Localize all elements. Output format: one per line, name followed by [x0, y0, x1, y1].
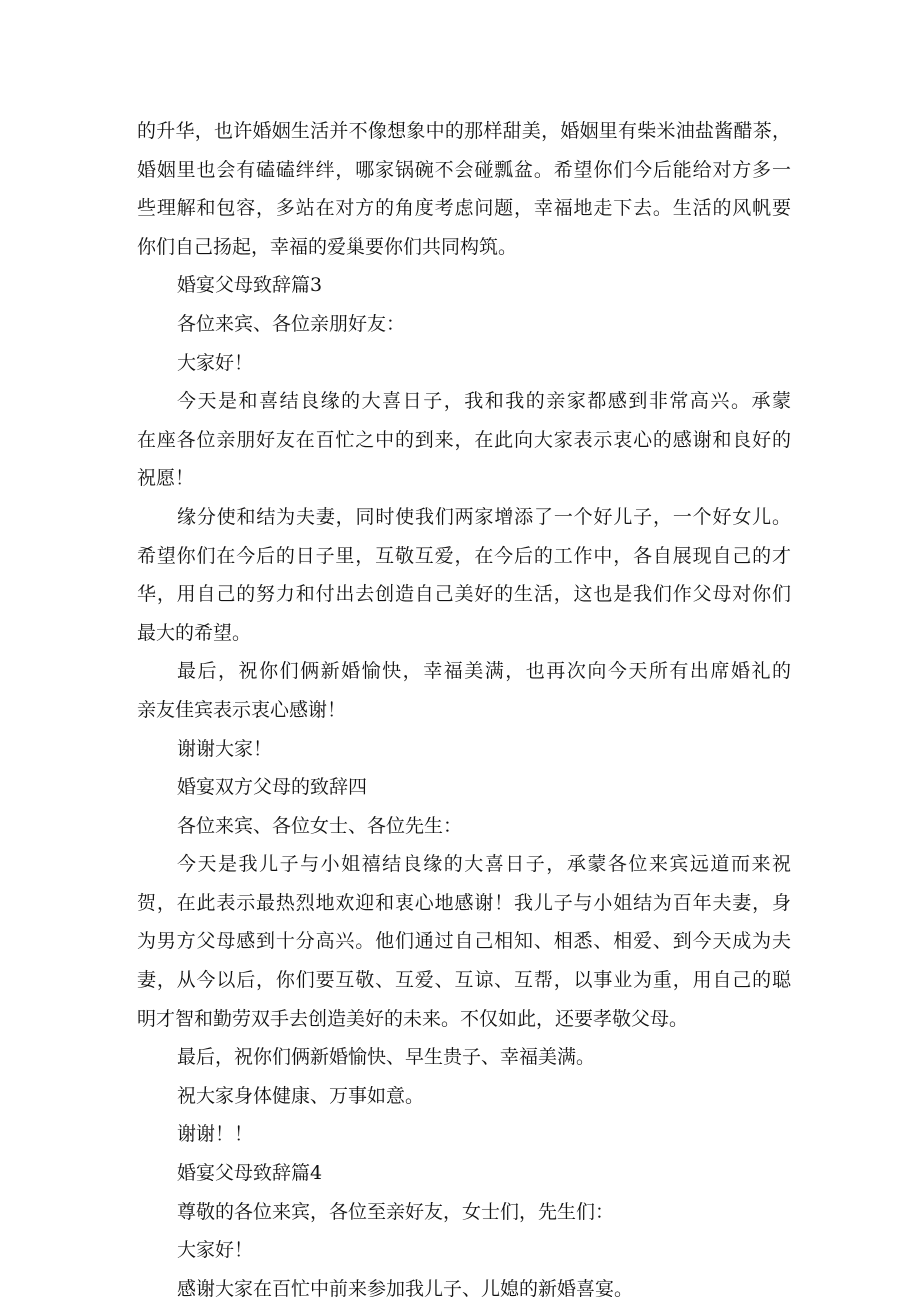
greeting: 大家好！	[177, 1239, 254, 1262]
paragraph-line: 最大的希望。	[137, 621, 252, 644]
paragraph-line: 感谢大家在百忙中前来参加我儿子、儿媳的新婚喜宴。	[177, 1277, 634, 1300]
closing-thanks: 谢谢大家！	[177, 737, 273, 760]
paragraph-line: 希望你们在今后的日子里，互敬互爱，在今后的工作中，各自展现自己的才	[137, 544, 791, 567]
salutation: 各位来宾、各位女士、各位先生：	[177, 814, 463, 837]
greeting: 大家好！	[177, 351, 254, 374]
paragraph-line: 今天是和喜结良缘的大喜日子，我和我的亲家都感到非常高兴。承蒙	[177, 390, 791, 413]
section-heading: 婚宴父母致辞篇4	[177, 1162, 323, 1185]
paragraph-line: 的升华，也许婚姻生活并不像想象中的那样甜美，婚姻里有柴米油盐酱醋茶，	[137, 120, 791, 142]
paragraph-line: 妻，从今以后，你们要互敬、互爱、互谅、互帮，以事业为重，用自己的聪	[137, 969, 791, 992]
paragraph-line: 你们自己扬起，幸福的爱巢要你们共同构筑。	[137, 235, 518, 258]
salutation: 各位来宾、各位亲朋好友：	[177, 312, 406, 335]
paragraph-line: 些理解和包容，多站在对方的角度考虑问题，幸福地走下去。生活的风帆要	[137, 197, 791, 220]
paragraph-line: 贺，在此表示最热烈地欢迎和衷心地感谢！我儿子与小姐结为百年夫妻，身	[137, 891, 791, 914]
section-heading: 婚宴双方父母的致辞四	[177, 776, 368, 799]
paragraph-line: 缘分使和结为夫妻，同时使我们两家增添了一个好儿子，一个好女儿。	[177, 505, 791, 528]
paragraph-line: 婚姻里也会有磕磕绊绊，哪家锅碗不会碰瓢盆。希望你们今后能给对方多一	[137, 158, 791, 181]
document-body	[137, 112, 791, 1308]
paragraph-line: 为男方父母感到十分高兴。他们通过自己相知、相悉、相爱、到今天成为夫	[137, 930, 791, 953]
paragraph-line: 祝愿！	[137, 467, 195, 490]
paragraph-line: 最后，祝你们俩新婚愉快，幸福美满，也再次向今天所有出席婚礼的	[177, 660, 791, 683]
closing-thanks: 谢谢！！	[177, 1123, 254, 1146]
paragraph-line: 华，用自己的努力和付出去创造自己美好的生活，这也是我们作父母对你们	[137, 583, 791, 606]
section-heading: 婚宴父母致辞篇3	[177, 274, 323, 297]
paragraph-line: 明才智和勤劳双手去创造美好的未来。不仅如此，还要孝敬父母。	[137, 1007, 689, 1030]
paragraph-line: 在座各位亲朋好友在百忙之中的到来，在此向大家表示衷心的感谢和良好的	[137, 428, 791, 451]
salutation: 尊敬的各位来宾，各位至亲好友，女士们，先生们：	[177, 1200, 615, 1223]
paragraph-line: 祝大家身体健康、万事如意。	[177, 1084, 425, 1107]
paragraph-line: 今天是我儿子与小姐禧结良缘的大喜日子，承蒙各位来宾远道而来祝	[177, 853, 791, 876]
paragraph-line: 亲友佳宾表示衷心感谢！	[137, 698, 347, 721]
paragraph-line: 最后，祝你们俩新婚愉快、早生贵子、幸福美满。	[177, 1046, 596, 1069]
